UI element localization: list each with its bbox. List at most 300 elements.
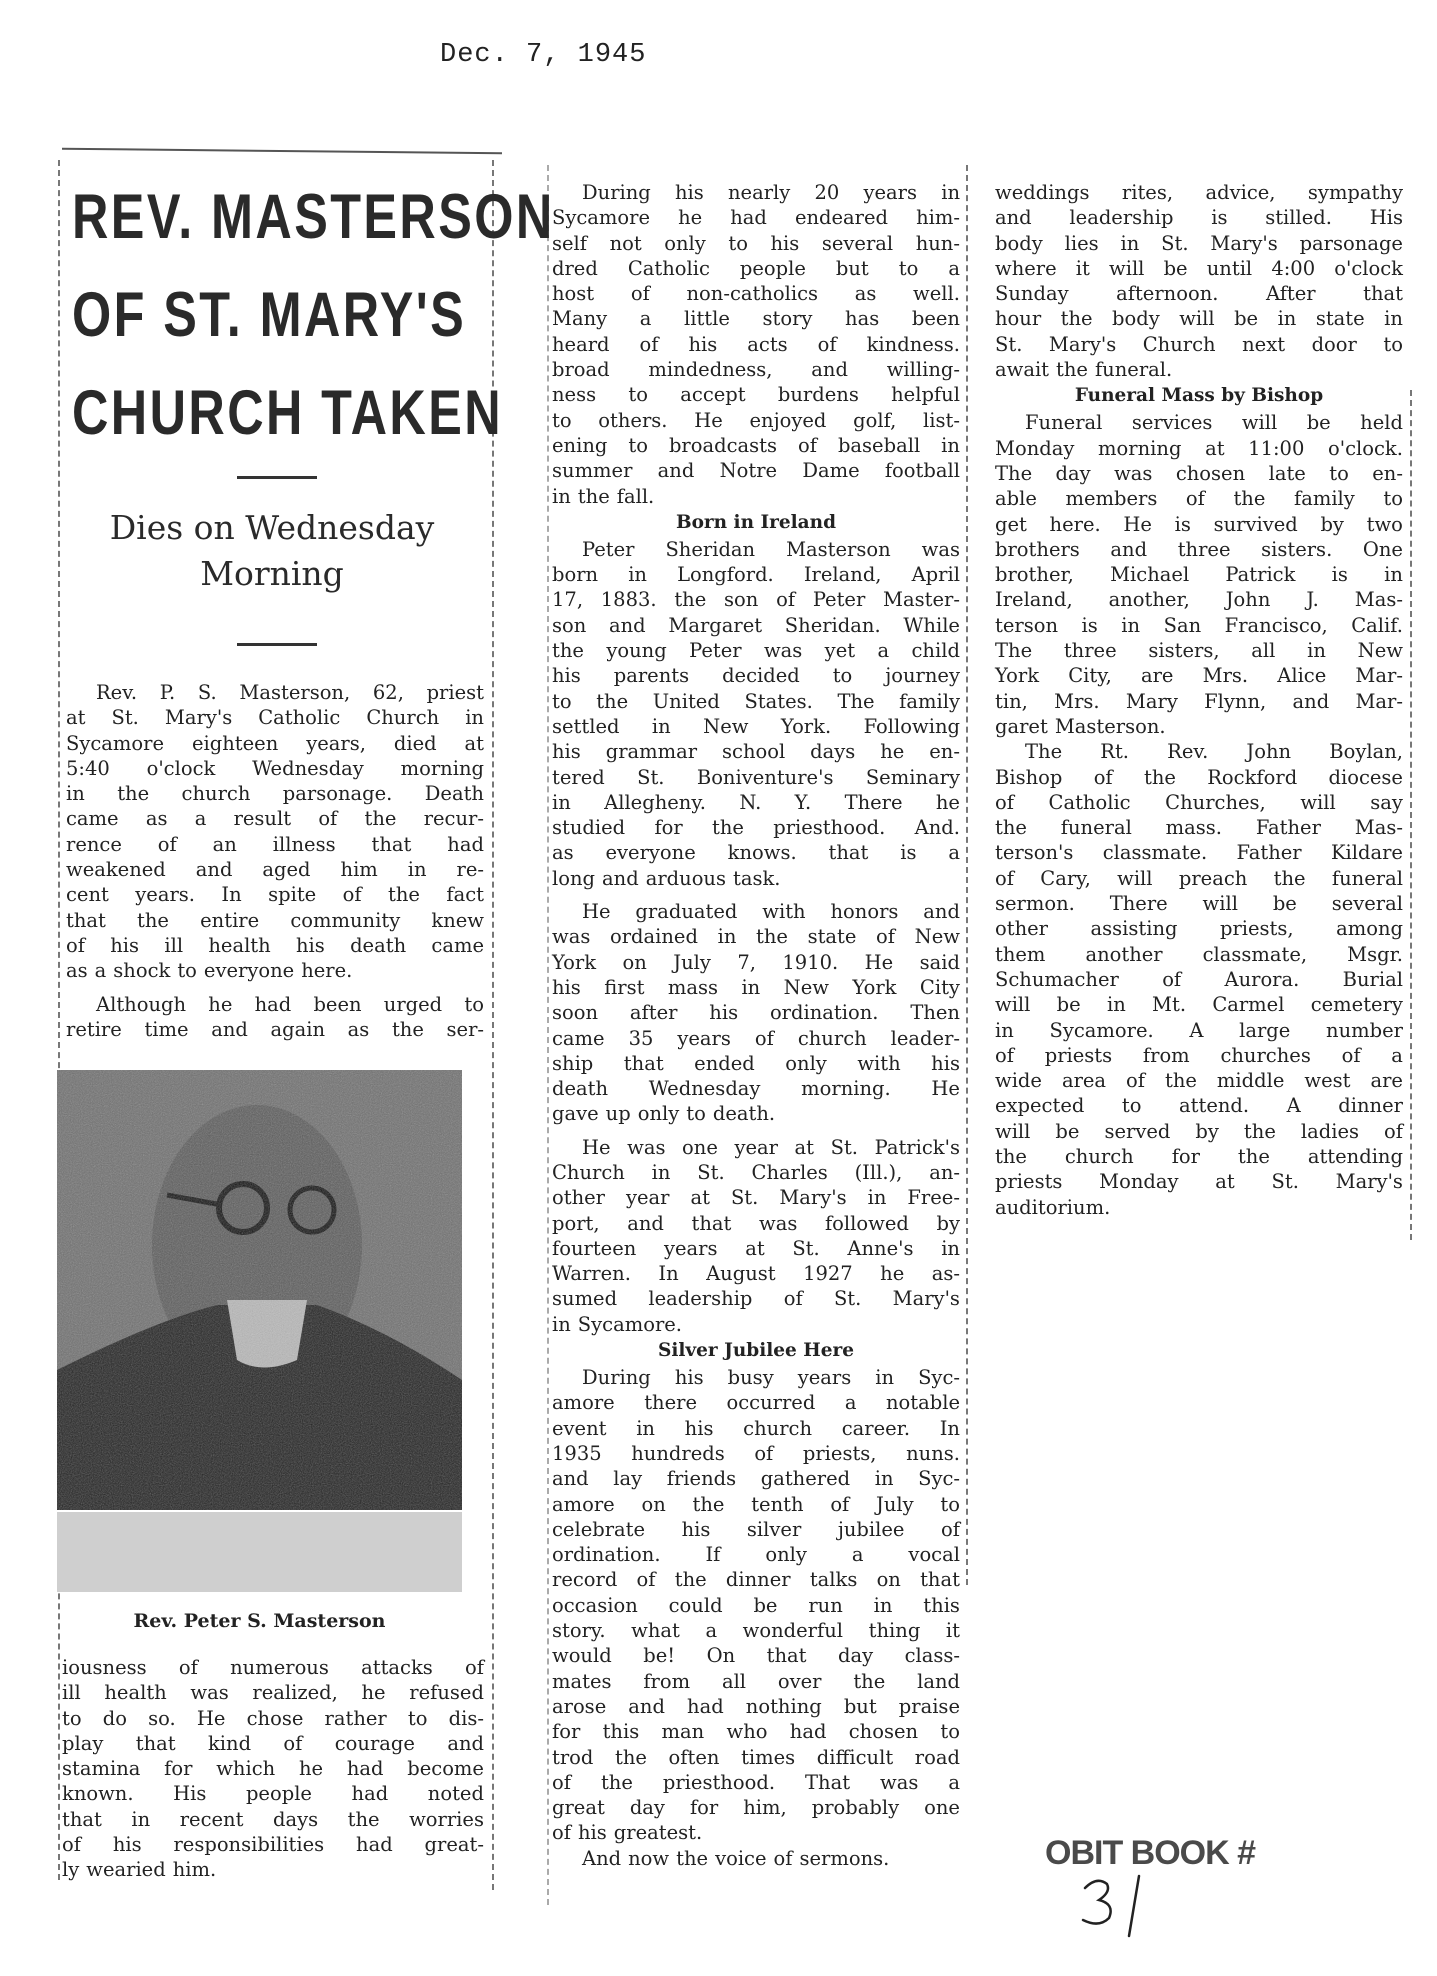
text-line xyxy=(552,739,960,764)
text-line xyxy=(66,992,484,1017)
word: terson xyxy=(995,613,1059,637)
word: York xyxy=(552,950,597,974)
word: parsonage xyxy=(1299,231,1403,255)
text-line xyxy=(995,663,1403,688)
portrait-photo-image xyxy=(57,1070,462,1510)
word: days xyxy=(810,740,856,764)
word: responsibilities xyxy=(173,1833,325,1857)
text-line xyxy=(552,1000,960,1025)
subheadline-line: Morning xyxy=(200,554,344,593)
word: man xyxy=(661,1720,705,1744)
word: He xyxy=(582,900,611,924)
word: time xyxy=(144,1017,189,1041)
word: as xyxy=(66,959,88,983)
word: the xyxy=(615,1745,647,1769)
word: long xyxy=(552,866,596,890)
word: the xyxy=(1056,358,1088,382)
word: door xyxy=(1311,332,1357,356)
word: what xyxy=(631,1619,680,1643)
word: Sheridan xyxy=(665,537,756,561)
word: a xyxy=(844,1391,857,1415)
word: The xyxy=(837,689,875,713)
word: parsonage. xyxy=(282,782,393,806)
word: In xyxy=(658,1262,679,1286)
word: St. xyxy=(830,1135,858,1159)
portrait-photo xyxy=(57,1070,462,1510)
text-line xyxy=(66,680,484,705)
word: entire xyxy=(200,908,260,932)
word: survived xyxy=(1213,512,1298,536)
word: If xyxy=(705,1543,721,1567)
word: to xyxy=(628,383,648,407)
word: Boniventure's xyxy=(696,765,834,789)
word: host xyxy=(552,282,595,306)
word: preach xyxy=(1178,866,1248,890)
word: his xyxy=(552,664,581,688)
word: 1883. xyxy=(600,588,657,612)
text-line xyxy=(66,857,484,882)
word: He xyxy=(196,1706,226,1730)
word: in xyxy=(465,706,484,730)
text-line xyxy=(552,1795,960,1820)
word: at xyxy=(794,1135,815,1159)
text-line xyxy=(995,765,1403,790)
word: with xyxy=(762,900,806,924)
word: came xyxy=(66,807,119,831)
word: tin, xyxy=(995,689,1028,713)
word: Churches, xyxy=(1165,790,1266,814)
word: be xyxy=(1306,411,1331,435)
word: was xyxy=(1114,461,1153,485)
word: non-catholics xyxy=(686,282,819,306)
section-subhead: Born in Ireland xyxy=(675,511,837,533)
word: 1927 xyxy=(803,1262,853,1286)
word: on xyxy=(622,950,647,974)
word: well. xyxy=(913,282,960,306)
word: courage xyxy=(334,1731,415,1755)
word: nuns. xyxy=(906,1441,960,1465)
word: lay xyxy=(613,1467,643,1491)
clipping-date: Dec. 7, 1945 xyxy=(440,40,647,70)
word: In xyxy=(221,883,242,907)
word: Patrick xyxy=(1225,563,1296,587)
word: and xyxy=(1292,689,1330,713)
word: the xyxy=(600,1770,633,1794)
text-line xyxy=(995,916,1403,941)
word: his xyxy=(684,1416,714,1440)
word: attend. xyxy=(1179,1094,1250,1118)
word: again xyxy=(270,1017,326,1041)
word: cent xyxy=(66,883,109,907)
word: others. xyxy=(598,408,668,432)
word: the xyxy=(1060,307,1093,331)
word: difficult xyxy=(816,1745,894,1769)
word: eighteen xyxy=(191,731,279,755)
word: His xyxy=(1369,206,1403,230)
word: football xyxy=(884,459,960,483)
word: Rockford xyxy=(1207,765,1298,789)
word: task. xyxy=(733,866,781,890)
word: next xyxy=(1242,332,1286,356)
word: ly xyxy=(62,1858,80,1882)
word: Following xyxy=(863,714,960,738)
word: July xyxy=(673,950,711,974)
word: are xyxy=(1370,1069,1403,1093)
word: list- xyxy=(923,408,960,432)
word: funeral xyxy=(1331,866,1403,890)
word: will xyxy=(1202,892,1238,916)
word: to xyxy=(1329,461,1349,485)
word: brother, xyxy=(995,563,1074,587)
word: nearly xyxy=(727,181,791,204)
word: died xyxy=(393,731,437,755)
word: as xyxy=(347,1017,370,1041)
word: Peter xyxy=(582,537,635,561)
word: a xyxy=(948,1770,960,1794)
text-line xyxy=(62,1756,484,1781)
word: of xyxy=(639,332,659,356)
word: with xyxy=(857,1051,901,1075)
word: state xyxy=(1315,307,1365,331)
word: become xyxy=(407,1757,484,1781)
word: several xyxy=(821,231,894,255)
word: story xyxy=(762,307,813,331)
text-line xyxy=(995,815,1403,840)
word: rather xyxy=(324,1706,387,1730)
word: ordained xyxy=(609,925,698,949)
text-line xyxy=(995,1093,1403,1118)
word: in xyxy=(874,1467,894,1491)
word: the xyxy=(596,689,629,713)
word: During xyxy=(582,1366,651,1390)
word: One xyxy=(1362,537,1403,561)
word: knew xyxy=(431,908,484,932)
text-line xyxy=(66,958,484,983)
word: year xyxy=(734,1135,778,1159)
text-line xyxy=(995,1144,1403,1169)
word: day xyxy=(837,1644,874,1668)
word: is xyxy=(900,841,917,865)
word: has xyxy=(845,307,880,331)
word: often xyxy=(668,1745,720,1769)
word: cemetery xyxy=(1310,993,1403,1017)
word: in xyxy=(131,1807,151,1831)
word: as xyxy=(145,807,168,831)
word: 17, xyxy=(552,588,584,612)
word: of xyxy=(342,883,362,907)
text-line xyxy=(62,1857,484,1882)
word: St. xyxy=(1161,231,1189,255)
word: a xyxy=(94,959,107,983)
word: amore xyxy=(552,1391,615,1415)
text-line xyxy=(552,1492,960,1517)
text-line xyxy=(552,1770,960,1795)
word: Mar- xyxy=(1355,689,1403,713)
word: 62, xyxy=(372,681,404,704)
text-line xyxy=(552,1820,960,1845)
word: family xyxy=(1293,487,1355,511)
word: noted xyxy=(427,1782,484,1806)
word: one xyxy=(682,1135,718,1159)
word: another xyxy=(1085,942,1163,966)
word: this xyxy=(602,1720,640,1744)
word: in xyxy=(1277,307,1297,331)
word: area xyxy=(1061,1069,1107,1093)
word: everyone xyxy=(203,959,295,983)
word: get xyxy=(995,512,1027,536)
word: will xyxy=(1117,866,1153,890)
word: New xyxy=(914,925,960,949)
text-line xyxy=(552,1669,960,1694)
word: that xyxy=(66,908,106,932)
word: mates xyxy=(552,1669,612,1693)
subheadline-line: Dies on Wednesday xyxy=(109,508,435,547)
text-line xyxy=(552,1390,960,1415)
word: in xyxy=(995,1018,1014,1042)
word: and xyxy=(602,866,639,890)
text-line xyxy=(552,866,960,891)
word: was xyxy=(552,925,591,949)
word: to xyxy=(940,1720,960,1744)
word: to xyxy=(628,433,648,457)
word: said xyxy=(919,950,960,974)
word: on xyxy=(641,1492,666,1516)
word: in xyxy=(651,714,671,738)
word: nothing xyxy=(745,1694,822,1718)
word: dinner xyxy=(725,1568,791,1592)
word: Mas- xyxy=(1354,816,1403,840)
word: so. xyxy=(148,1706,176,1730)
word: Mary's xyxy=(1048,332,1117,356)
word: was xyxy=(759,1211,798,1235)
word: Margaret xyxy=(668,613,763,637)
word: one xyxy=(924,1796,960,1820)
word: of xyxy=(552,1821,571,1845)
text-line xyxy=(552,765,960,790)
text-line xyxy=(995,486,1403,511)
word: Catholic xyxy=(258,706,341,730)
word: sisters, xyxy=(1148,639,1220,663)
word: St. xyxy=(792,1236,820,1260)
text-line xyxy=(995,840,1403,865)
text-line xyxy=(552,1211,960,1236)
word: years xyxy=(677,1026,731,1050)
text-line xyxy=(552,790,960,815)
word: golf, xyxy=(853,408,897,432)
word: death. xyxy=(712,1102,776,1126)
word: chose xyxy=(246,1706,304,1730)
word: was xyxy=(880,1770,919,1794)
text-line xyxy=(995,332,1403,357)
word: number xyxy=(1326,1018,1403,1042)
word: and xyxy=(923,900,960,924)
word: members xyxy=(1065,487,1158,511)
text-line xyxy=(62,1731,484,1756)
word: as xyxy=(552,841,574,865)
word: of xyxy=(941,1517,960,1541)
text-line xyxy=(995,357,1403,382)
word: his xyxy=(295,933,325,957)
text-line xyxy=(995,461,1403,486)
word: of xyxy=(1093,765,1113,789)
word: road xyxy=(914,1745,960,1769)
word: had xyxy=(254,992,292,1016)
word: by xyxy=(1320,512,1344,536)
text-line xyxy=(995,1068,1403,1093)
word: Msgr. xyxy=(1347,942,1403,966)
text-line xyxy=(62,1832,484,1857)
word: Masterson, xyxy=(239,681,351,704)
word: health xyxy=(208,933,271,957)
word: Mrs. xyxy=(1054,689,1100,713)
word: sermons. xyxy=(799,1846,890,1870)
text-line xyxy=(995,739,1403,764)
text-line xyxy=(552,714,960,739)
word: ship xyxy=(552,1051,594,1075)
word: kindness. xyxy=(866,332,960,356)
word: that xyxy=(1363,282,1403,306)
word: Church xyxy=(366,706,440,730)
word: classmate. xyxy=(1102,841,1208,865)
word: the xyxy=(853,1669,886,1693)
column2-left-border xyxy=(547,165,549,1905)
word: he xyxy=(880,1262,905,1286)
word: Rt. xyxy=(1100,740,1129,764)
text-line xyxy=(995,967,1403,992)
caption-background xyxy=(57,1512,462,1592)
word: Anne's xyxy=(847,1236,914,1260)
word: He xyxy=(694,408,723,432)
word: in xyxy=(552,484,571,508)
word: young xyxy=(606,639,667,663)
text-line xyxy=(995,1018,1403,1043)
word: in xyxy=(873,1593,893,1617)
text-line xyxy=(995,638,1403,663)
word: iousness xyxy=(62,1656,147,1679)
word: leadership xyxy=(648,1287,753,1311)
word: death xyxy=(350,933,407,957)
word: journey xyxy=(885,664,960,688)
word: his xyxy=(931,1051,960,1075)
word: Mary's xyxy=(779,1186,847,1210)
word: morning. xyxy=(801,1077,891,1101)
word: of xyxy=(178,1656,198,1679)
word: April xyxy=(911,563,960,587)
word: him, xyxy=(743,1796,787,1820)
word: Masterson. xyxy=(1054,714,1166,738)
text-line xyxy=(552,975,960,1000)
word: accept xyxy=(680,383,746,407)
word: another, xyxy=(1108,588,1190,612)
word: in xyxy=(1121,613,1141,637)
word: stilled. xyxy=(1265,206,1332,230)
word: for xyxy=(552,1720,581,1744)
word: of xyxy=(783,1287,803,1311)
word: day xyxy=(629,1796,665,1820)
text-line xyxy=(66,933,484,958)
column1-bottom-text xyxy=(62,1655,484,1883)
word: after xyxy=(629,1001,678,1025)
word: rites, xyxy=(1121,181,1174,204)
word: morning xyxy=(1098,436,1182,460)
word: settled xyxy=(552,714,620,738)
word: 35 xyxy=(628,1026,654,1050)
word: New xyxy=(783,975,829,999)
word: greatest. xyxy=(613,1821,703,1845)
text-line xyxy=(62,1655,484,1680)
word: ill xyxy=(62,1681,81,1705)
word: New xyxy=(703,714,749,738)
word: arduous xyxy=(645,866,726,890)
word: o'clock. xyxy=(1328,436,1403,460)
word: first xyxy=(604,975,645,999)
text-line xyxy=(552,306,960,331)
word: leader- xyxy=(890,1026,960,1050)
word: all xyxy=(1251,639,1276,663)
word: of xyxy=(283,1731,303,1755)
word: over xyxy=(777,1669,822,1693)
word: After xyxy=(1265,282,1316,306)
word: Wednesday xyxy=(252,756,364,780)
word: and xyxy=(627,1211,664,1235)
word: day xyxy=(1055,461,1091,485)
text-line xyxy=(66,756,484,781)
text-line xyxy=(995,613,1403,638)
text-line xyxy=(552,1051,960,1076)
text-line xyxy=(62,1680,484,1705)
word: at xyxy=(464,731,484,755)
word: He xyxy=(864,950,894,974)
word: gave xyxy=(552,1102,599,1126)
word: recent xyxy=(179,1807,244,1831)
word: On xyxy=(706,1644,736,1668)
word: 1935 xyxy=(552,1441,602,1465)
text-line xyxy=(995,537,1403,562)
text-line xyxy=(995,992,1403,1017)
text-line xyxy=(995,942,1403,967)
word: to xyxy=(552,408,572,432)
word: hun- xyxy=(915,231,960,255)
word: ness xyxy=(552,383,597,407)
top-border-rule xyxy=(62,148,502,155)
word: The xyxy=(1025,740,1063,764)
word: church xyxy=(743,1416,813,1440)
word: he xyxy=(935,790,960,814)
word: of xyxy=(776,588,796,612)
word: ordination. xyxy=(552,1543,661,1567)
word: United xyxy=(652,689,720,713)
word: at xyxy=(1215,1170,1235,1194)
word: great- xyxy=(424,1833,484,1857)
word: other xyxy=(995,917,1048,941)
word: of xyxy=(157,832,177,856)
word: vocal xyxy=(908,1543,960,1567)
word: Aurora. xyxy=(1224,967,1300,991)
word: his xyxy=(112,1833,142,1857)
word: Master- xyxy=(883,588,960,612)
word: in xyxy=(1307,639,1326,663)
word: in xyxy=(941,1236,960,1260)
word: able xyxy=(995,487,1037,511)
word: sympathy xyxy=(1307,181,1403,204)
word: who xyxy=(726,1720,768,1744)
word: at xyxy=(745,1236,765,1260)
word: 4:00 xyxy=(1271,256,1316,280)
word: chosen xyxy=(1175,461,1246,485)
text-line xyxy=(66,832,484,857)
word: trod xyxy=(552,1745,594,1769)
word: assisting xyxy=(1090,917,1178,941)
